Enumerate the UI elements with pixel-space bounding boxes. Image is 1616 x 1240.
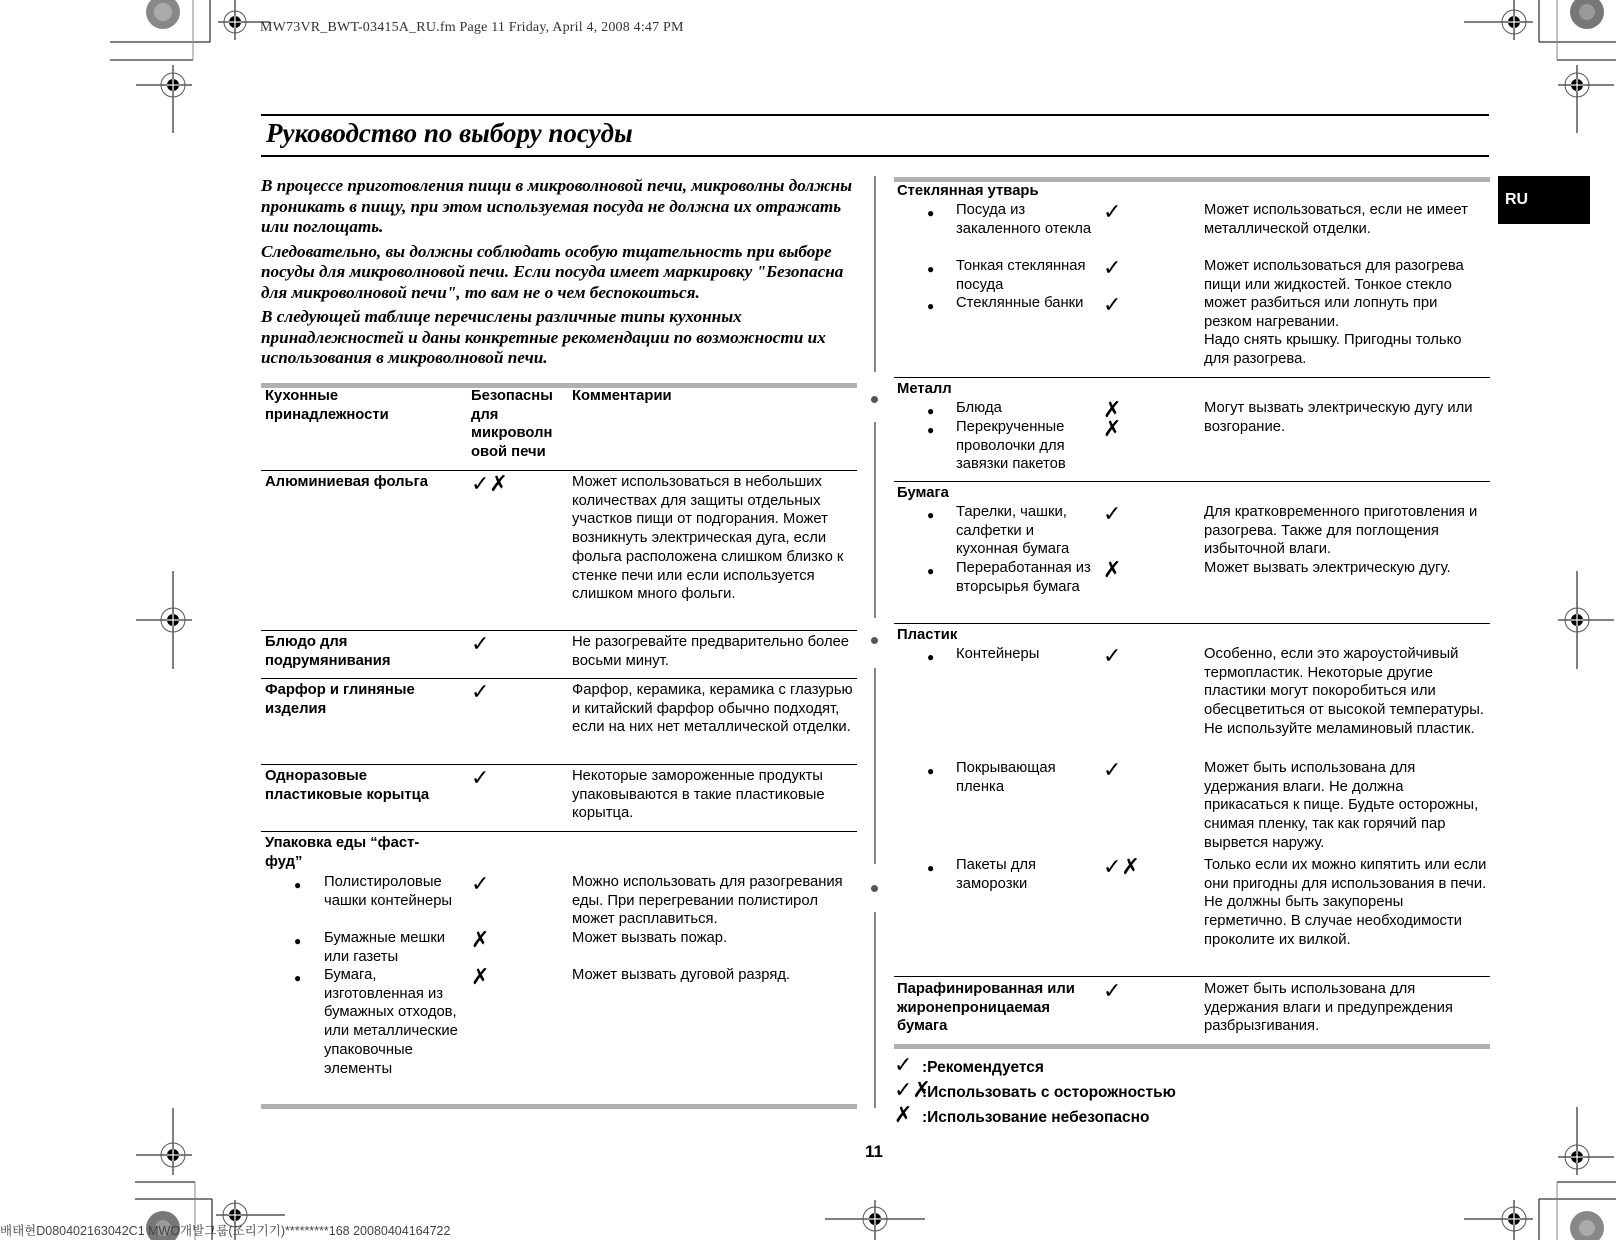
cross-icon: ✗	[1103, 417, 1122, 442]
cookware-table-left	[261, 383, 857, 1113]
bullet-icon: ●	[927, 508, 935, 522]
subitem: Бумага, изготовленная из бумажных отходов, или металлические упаковочные элементы	[324, 967, 458, 1077]
cross-icon: ✗	[1103, 398, 1122, 423]
cross-icon: ✗	[471, 965, 490, 990]
row-divider	[261, 764, 857, 765]
group-title: Бумага	[897, 485, 949, 501]
check-icon: ✓	[471, 680, 490, 705]
row-item: Одноразовые пластиковые корытца	[265, 768, 430, 803]
group-title: Стеклянная утварь	[897, 183, 1039, 199]
row-divider	[894, 481, 1490, 482]
row-item: Парафинированная или жиронепроницаемая бумага	[897, 981, 1075, 1035]
divider-dot	[871, 885, 878, 892]
subitem-comment: Надо снять крышку. Пригодны только для разогрева.	[1204, 332, 1462, 367]
bullet-icon: ●	[927, 299, 935, 313]
row-divider	[261, 630, 857, 631]
page-title: Руководство по выбору посуды	[266, 118, 633, 148]
subitem: Пакеты для заморозки	[956, 857, 1037, 892]
cross-icon: ✗	[894, 1103, 913, 1128]
bullet-icon: ●	[294, 878, 302, 892]
bullet-icon: ●	[927, 262, 935, 276]
page-number: 11	[865, 1142, 883, 1161]
check-icon: ✓	[1103, 644, 1122, 669]
title-rule-bottom	[261, 155, 1489, 157]
subitem: Переработанная из вторсырья бумага	[956, 560, 1091, 595]
check-icon: ✓	[471, 632, 490, 657]
divider-dot	[871, 396, 878, 403]
check-icon: ✓	[1103, 758, 1122, 783]
column-divider	[874, 668, 876, 864]
subitem: Тонкая стеклянная посуда	[956, 258, 1086, 293]
row-divider	[894, 377, 1490, 378]
bullet-icon: ●	[927, 423, 935, 437]
subitem-comment: Могут вызвать электрическую дугу или возгорание.	[1204, 400, 1473, 435]
subitem: Покрывающая пленка	[956, 760, 1056, 795]
column-divider	[874, 912, 876, 1108]
header-safe: Безопасны для микроволн овой печи	[471, 388, 553, 461]
intro-paragraph: В процессе приготовления пищи в микроволновой печи, микроволны должны проникать в пищу, при этом используемая посуда не должна их отражать или поглощать.	[261, 176, 853, 236]
footer-print-code: 배태현D080402163042C1 MWO개발그룹(조리기기)*********168 20080404164722	[0, 1224, 451, 1238]
check-icon: ✓	[1103, 979, 1122, 1004]
group-title: Пластик	[897, 627, 958, 643]
bullet-icon: ●	[927, 650, 935, 664]
file-header-info: MW73VR_BWT-03415A_RU.fm Page 11 Friday, April 4, 2008 4:47 PM	[260, 20, 684, 35]
subitem-comment: Особенно, если это жароустойчивый термопластик. Некоторые другие пластики могут покоробиться или обесцветиться от высокой температуры. Не используйте меламиновый пластик.	[1204, 646, 1484, 737]
cross-icon: ✗	[471, 928, 490, 953]
bullet-icon: ●	[927, 564, 935, 578]
subitem-comment: Только если их можно кипятить или если они пригодны для использования в печи. Не должны быть закупорены герметично. В случае необходимости проколите их вилкой.	[1204, 857, 1487, 948]
row-comment: Некоторые замороженные продукты упаковываются в такие пластиковые корытца.	[572, 768, 825, 822]
language-tab-label: RU	[1505, 191, 1529, 208]
cookware-table-right	[894, 177, 1490, 1057]
column-divider	[874, 422, 876, 618]
table-bottom-rule	[261, 1104, 857, 1109]
row-comment: Фарфор, керамика, керамика с глазурью и китайский фарфор обычно подходят, если на них нет металлической отделки.	[572, 682, 853, 736]
subitem-comment: Может использоваться, если не имеет металлической отделки.	[1204, 202, 1468, 237]
check-icon: ✓	[1103, 200, 1122, 225]
subitem-comment: Может вызвать дуговой разряд.	[572, 967, 791, 983]
row-divider	[894, 623, 1490, 624]
legend-item	[894, 1103, 1150, 1128]
group-title: Металл	[897, 381, 952, 397]
subitem: Блюда	[956, 400, 1002, 416]
subitem: Перекрученные проволочки для завязки пакетов	[956, 419, 1066, 473]
legend-text: :Использовать с осторожностью	[922, 1084, 1176, 1101]
symbol-legend	[894, 1053, 1294, 1136]
subitem: Полистироловые чашки контейнеры	[324, 874, 453, 909]
check-icon: ✓	[471, 766, 490, 791]
bullet-icon: ●	[927, 764, 935, 778]
row-item: Блюдо для подрумянивания	[265, 634, 391, 669]
subitem-comment: Для кратковременного приготовления и разогрева. Также для поглощения избыточной влаги.	[1204, 504, 1478, 558]
bullet-icon: ●	[927, 404, 935, 418]
title-rule-top	[261, 114, 1489, 116]
check-icon: ✓	[1103, 256, 1122, 281]
row-divider	[894, 976, 1490, 977]
subitem: Стеклянные банки	[956, 295, 1084, 311]
check-icon: ✓	[1103, 502, 1122, 527]
legend-item	[894, 1078, 1176, 1103]
row-item: Фарфор и глиняные изделия	[265, 682, 415, 717]
legend-text: :Использование небезопасно	[922, 1109, 1150, 1126]
header-item: Кухонные принадлежности	[265, 388, 389, 423]
subitem: Тарелки, чашки, салфетки и кухонная бумага	[956, 504, 1070, 558]
legend-item	[894, 1053, 1044, 1078]
subitem-comment: Может вызвать пожар.	[572, 930, 728, 946]
subitem: Контейнеры	[956, 646, 1040, 662]
check-icon: ✓	[1103, 293, 1122, 318]
bullet-icon: ●	[294, 934, 302, 948]
row-comment: Может использоваться в небольших количествах для защиты отдельных участков пищи от подгорания. Может возникнуть электрическая дуга, если фольга расположена слишком близко к стенке печи или если используется слишком много фольги.	[572, 474, 844, 603]
intro-paragraph: Следовательно, вы должны соблюдать особую тщательность при выборе посуды для микроволновой печи. Если посуда имеет маркировку "Безопасна для микроволновой печи", то вам не о чем беспокоиться.	[261, 241, 844, 302]
check-cross-icon: ✓✗	[1103, 855, 1140, 880]
group-title: Упаковка еды “фаст-фуд”	[265, 835, 420, 870]
row-divider	[261, 678, 857, 679]
header-comments: Комментарии	[572, 388, 672, 404]
language-tab	[1498, 176, 1590, 224]
cross-icon: ✗	[1103, 558, 1122, 583]
subitem: Посуда из закаленного отекла	[956, 202, 1092, 237]
intro-text	[261, 176, 861, 373]
check-cross-icon: ✓✗	[894, 1078, 931, 1103]
subitem-comment: Может вызвать электрическую дугу.	[1204, 560, 1451, 576]
legend-text: :Рекомендуется	[922, 1059, 1044, 1076]
row-divider	[261, 831, 857, 832]
subitem-comment: Можно использовать для разогревания еды. При перегревании полистирол может расплавиться.	[572, 874, 843, 928]
subitem: Бумажные мешки или газеты	[324, 930, 446, 965]
intro-paragraph: В следующей таблице перечислены различные типы кухонных принадлежностей и даны конкретные рекомендации по возможности их использования в микроволновой печи.	[261, 307, 826, 367]
table-bottom-rule	[894, 1044, 1490, 1049]
bullet-icon: ●	[927, 206, 935, 220]
check-icon: ✓	[471, 872, 490, 897]
subitem-comment: Может использоваться для разогрева пищи или жидкостей. Тонкое стекло может разбиться или лопнуть при резком нагревании.	[1204, 258, 1464, 331]
subitem-comment: Может быть использована для удержания влаги. Не должна прикасаться к пище. Будьте осторожны, снимая пленку, так как горячий пар вырвется наружу.	[1204, 760, 1479, 851]
row-comment: Может быть использована для удержания влаги и предупреждения разбрызгивания.	[1204, 981, 1453, 1035]
row-comment: Не разогревайте предварительно более восьми минут.	[572, 634, 850, 669]
bullet-icon: ●	[927, 861, 935, 875]
column-divider	[874, 176, 876, 372]
bullet-icon: ●	[294, 971, 302, 985]
check-icon: ✓	[894, 1053, 913, 1078]
row-divider	[261, 470, 857, 471]
check-cross-icon: ✓✗	[471, 472, 508, 497]
divider-dot	[871, 637, 878, 644]
row-item: Алюминиевая фольга	[265, 474, 429, 490]
